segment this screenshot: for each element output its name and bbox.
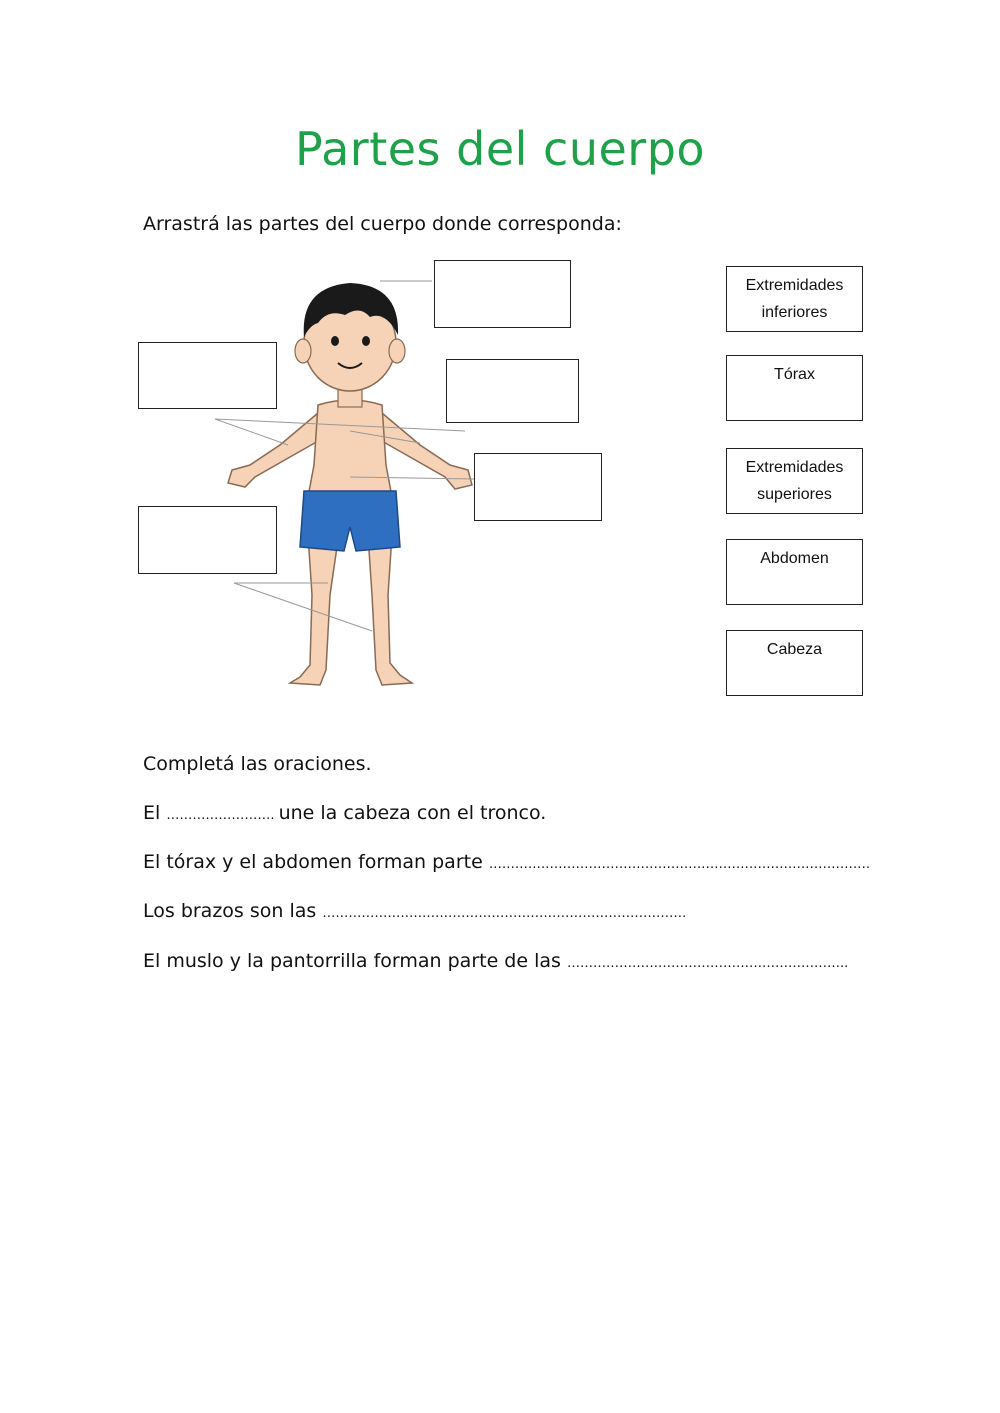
sentence-2-before: El tórax y el abdomen forman parte: [143, 851, 489, 873]
drop-box-thorax[interactable]: [446, 359, 579, 423]
drop-box-lower-left[interactable]: [138, 506, 277, 574]
sentence-4: [143, 950, 848, 972]
sentence-4-before: El muslo y la pantorrilla forman parte de las: [143, 950, 567, 972]
label-extremidades-inferiores[interactable]: Extremidades inferiores: [726, 266, 863, 332]
sentence-2-blank[interactable]: …………………………………………………………………………….: [488, 857, 870, 872]
label-torax[interactable]: Tórax: [726, 355, 863, 421]
page-title: Partes del cuerpo: [294, 122, 706, 176]
sentence-1-blank[interactable]: …………………….: [166, 808, 279, 823]
drop-box-head[interactable]: [434, 260, 571, 328]
child-body-icon: [200, 265, 500, 705]
label-extremidades-superiores[interactable]: Extremidades superiores: [726, 448, 863, 514]
sentence-3-before: Los brazos son las: [143, 900, 323, 922]
label-cabeza[interactable]: Cabeza: [726, 630, 863, 696]
drop-box-abdomen[interactable]: [474, 453, 602, 521]
instruction-text: Arrastrá las partes del cuerpo donde corresponda:: [143, 213, 622, 235]
label-abdomen[interactable]: Abdomen: [726, 539, 863, 605]
sentence-1-after: une la cabeza con el tronco.: [278, 802, 547, 824]
sentence-1: [143, 802, 546, 824]
sentence-3: [143, 900, 686, 922]
sentence-1-before: El: [143, 802, 167, 824]
drop-box-upper-left[interactable]: [138, 342, 277, 409]
sentence-3-blank[interactable]: …………………………………………………………………………: [322, 906, 687, 921]
complete-heading: Completá las oraciones.: [143, 753, 372, 775]
sentence-2: [143, 851, 870, 873]
sentence-4-blank[interactable]: ………………………………………………………..: [566, 956, 849, 971]
